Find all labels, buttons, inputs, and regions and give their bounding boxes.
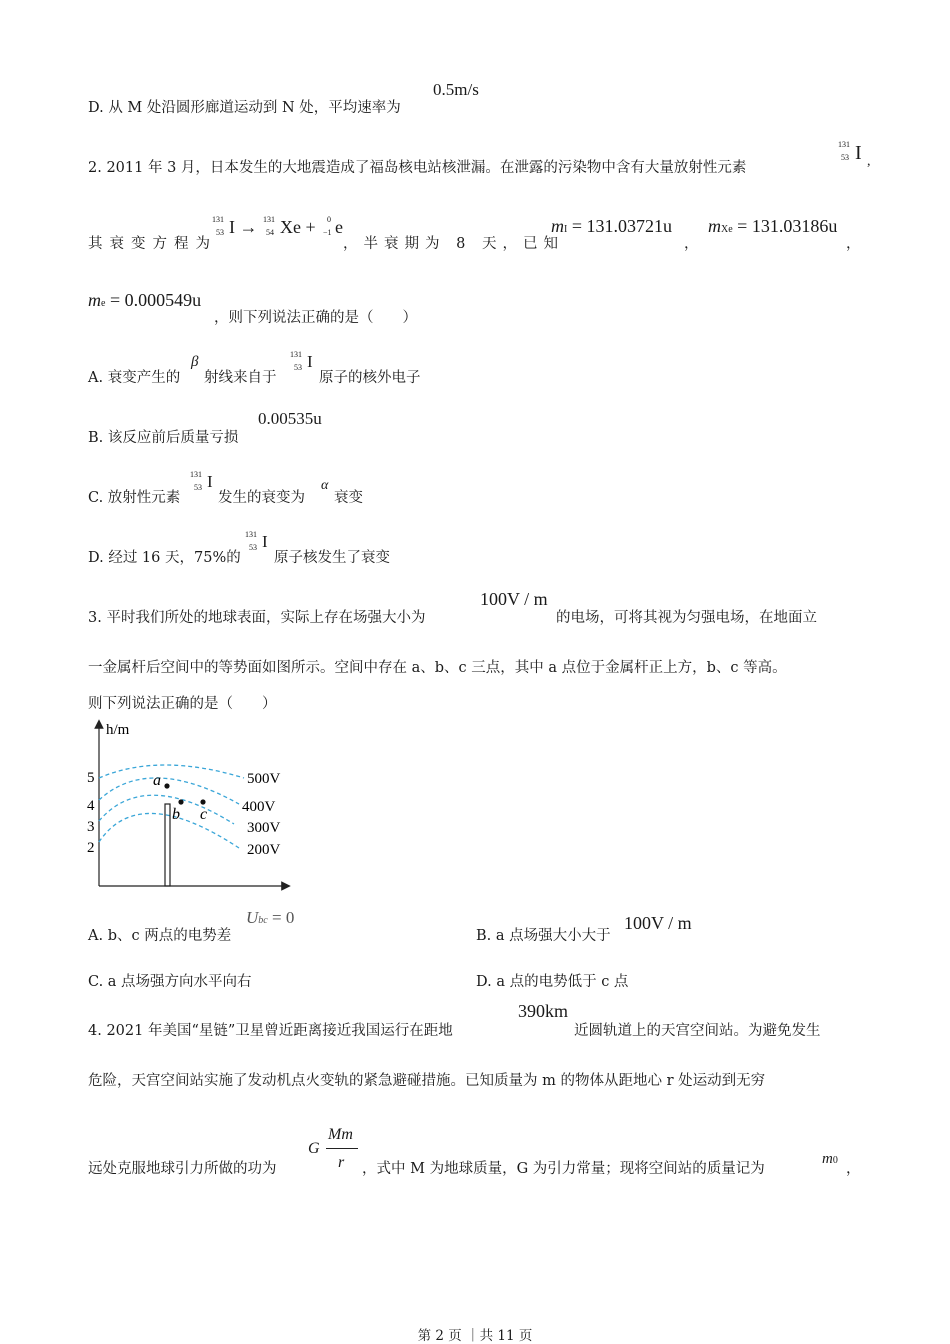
q4-stem-2: 危险，天宫空间站实施了发动机点火变轨的紧急避碰措施。已知质量为 m 的物体从距地心 r 处运动到无穷 (88, 1073, 766, 1089)
q3-equipotential-figure (84, 716, 296, 894)
q3-option-c: C. a 点场强方向水平向右 (88, 974, 252, 990)
q2-stem-1: 2. 2011 年 3 月，日本发生的大地震造成了福岛核电站核泄漏。在泄露的污染物中含有大量放射性元素 (88, 160, 747, 176)
q2-mass-e: me = 0.000549u (88, 290, 202, 310)
q3-field-value: 100V / m (480, 589, 548, 609)
q4-work-formula: G Mm r (308, 1126, 362, 1178)
q1-option-d-text: D. 从 M 处沿圆形廊道运动到 N 处，平均速率为 (88, 100, 401, 116)
q4-distance: 390km (518, 1001, 569, 1021)
q2-option-c-3: 衰变 (334, 490, 363, 506)
equipotential-500v (99, 765, 244, 778)
q3-option-a-value: = 0 (271, 908, 295, 927)
equipotential-300v (99, 795, 234, 824)
q2-option-a-2: 射线来自于 (204, 370, 277, 386)
label-a: a (153, 772, 161, 789)
q2-option-b-value: 0.00535u (258, 409, 322, 428)
point-a (164, 783, 169, 788)
page-footer: 第 2 页 ｜共 11 页 (417, 1328, 533, 1344)
equipotential-200v (99, 813, 239, 848)
q3-stem-1b: 的电场，可将其视为匀强电场，在地面立 (556, 610, 817, 626)
y-axis-label: h/m (106, 722, 130, 738)
q2-beta-symbol: β (191, 354, 199, 370)
equipotential-400v (99, 778, 239, 804)
metal-rod (165, 804, 170, 886)
q3-stem-2: 一金属杆后空间中的等势面如图所示。空间中存在 a、b、c 三点，其中 a 点位于金属杆正上方，b、c 等高。 (88, 660, 787, 676)
q3-stem-1a: 3. 平时我们所处的地球表面，实际上存在场强大小为 (88, 610, 426, 626)
label-200v: 200V (247, 842, 281, 858)
q4-stem-3b: ，式中 M 为地球质量，G 为引力常量；现将空间站的质量记为 (362, 1161, 765, 1177)
q2-mass-i-value: 131.03721u (586, 216, 672, 236)
q3-option-a-math: Ubc = 0 (246, 908, 295, 927)
q2-option-a-3: 原子的核外电子 (319, 370, 421, 386)
q4-stem-1a: 4. 2021 年美国“星链”卫星曾近距离接近我国运行在距地 (88, 1023, 453, 1039)
q2-c-nuclide: 131 53 I (190, 470, 213, 492)
q2-a-nuclide: 131 53 I (290, 350, 313, 372)
q3-option-a: A. b、c 两点的电势差 (88, 928, 232, 944)
y-tick-3: 3 (87, 819, 95, 835)
q1-option-d (88, 96, 401, 117)
q4-stem-3c: ， (846, 1161, 861, 1177)
label-b: b (172, 806, 180, 823)
q2-stem-3: ，则下列说法正确的是（ ） (214, 310, 417, 326)
q2-mass-xe-value: 131.03186u (751, 216, 838, 236)
q2-option-d-2: 原子核发生了衰变 (274, 550, 390, 566)
point-b (178, 799, 183, 804)
q2-stem-2a: 其衰变方程为 (88, 236, 217, 252)
q2-stem-line1 (88, 156, 746, 177)
q4-stem-3a: 远处克服地球引力所做的功为 (88, 1161, 277, 1177)
q2-nuclide-i131: 131 53 I , (838, 140, 871, 169)
q1-rate: 0.5m/s (433, 80, 479, 99)
y-tick-5: 5 (87, 770, 95, 786)
label-c: c (200, 806, 208, 823)
q3-option-d: D. a 点的电势低于 c 点 (476, 974, 629, 990)
q4-stem-1b: 近圆轨道上的天宫空间站。为避免发生 (574, 1023, 821, 1039)
q2-option-d: D. 经过 16 天，75%的 (88, 550, 241, 566)
q2-d-nuclide: 131 53 I (245, 530, 268, 552)
label-400v: 400V (242, 799, 276, 815)
label-300v: 300V (247, 820, 281, 836)
q3-stem-3: 则下列说法正确的是（ ） (88, 696, 277, 712)
q2-option-c: C. 放射性元素 (88, 490, 181, 506)
q3-option-b: B. a 点场强大小大于 (476, 928, 611, 944)
y-tick-4: 4 (87, 798, 95, 814)
label-500v: 500V (247, 771, 281, 787)
q2-decay-equation: 131 53 I → 131 54 Xe + 0 −1 e (212, 215, 343, 237)
q2-option-a: A. 衰变产生的 (88, 370, 181, 386)
q2-option-c-2: 发生的衰变为 (218, 490, 305, 506)
q2-stem-2b: ，半衰期为 8 天，已知 (343, 236, 564, 252)
q2-alpha-symbol: α (321, 478, 329, 493)
q4-m0: m0 (822, 1151, 838, 1167)
q2-option-b: B. 该反应前后质量亏损 (88, 430, 239, 446)
q2-mass-i: mI = 131.03721u (551, 216, 672, 236)
q2-mass-xe: mXe = 131.03186u (708, 216, 838, 236)
q3-option-b-value: 100V / m (624, 913, 692, 933)
q2-mass-e-value: 0.000549u (124, 290, 202, 310)
y-tick-2: 2 (87, 840, 95, 856)
point-c (200, 799, 205, 804)
